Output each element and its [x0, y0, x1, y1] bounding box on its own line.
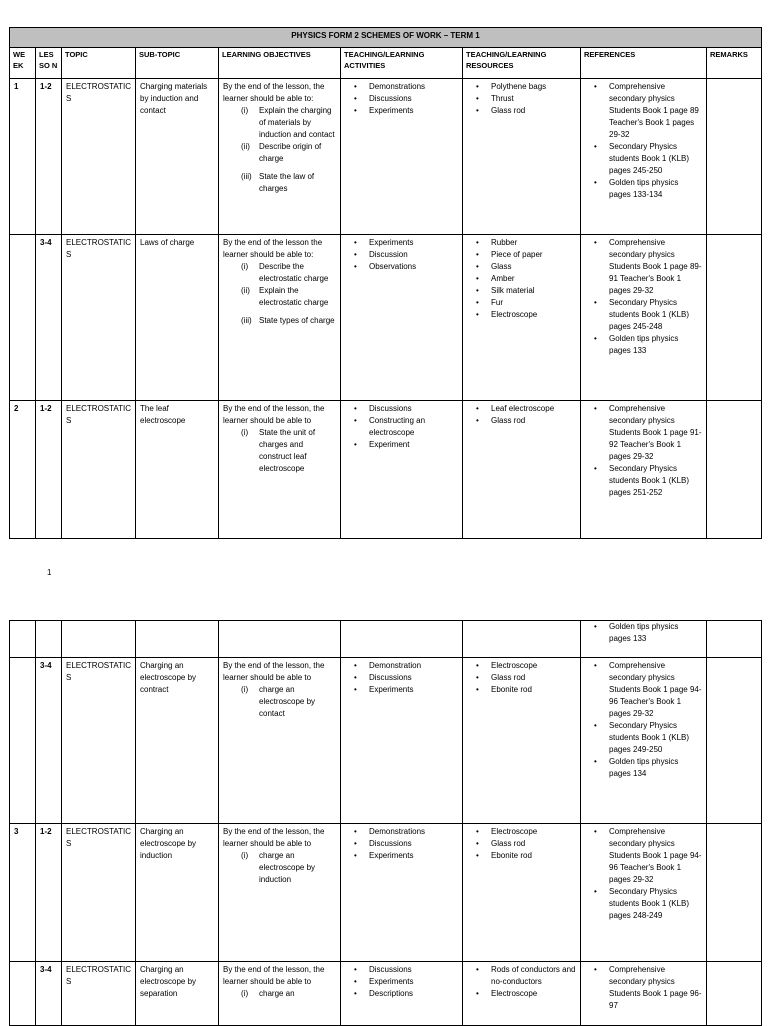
- reference-item: • Comprehensive secondary physics Students Book 1 page 89 Teacher's Book 1 pages 29-32: [585, 81, 702, 141]
- activity-list: [345, 964, 458, 1000]
- reference-item: • Golden tips physics pages 134: [585, 756, 702, 780]
- objective-item: [223, 315, 336, 327]
- objective-text: Describe origin of charge: [259, 142, 322, 163]
- objectives-intro: By the end of the lesson, the learner should be able to: [223, 827, 325, 848]
- subtopic-cell: Charging an electroscope by separation: [136, 962, 219, 1026]
- resource-item: • Fur: [467, 297, 576, 309]
- objective-text: State the law of charges: [259, 172, 315, 193]
- activity-item: • Discussions: [345, 964, 458, 976]
- week-cell: [10, 658, 36, 824]
- activity-item: • Discussion: [345, 249, 458, 261]
- remarks-cell: [707, 401, 762, 539]
- reference-list: [585, 81, 702, 201]
- table-row: [10, 824, 762, 962]
- objectives-list: [223, 684, 336, 720]
- scheme-table-page-2: [9, 620, 762, 1026]
- objectives-cell: [219, 79, 341, 235]
- continuation-row: [10, 621, 762, 658]
- objective-text: State the unit of charges and construct leaf electroscope: [259, 428, 316, 473]
- objective-text: charge an: [259, 989, 295, 998]
- objectives-list: [223, 261, 336, 327]
- topic-cell: ELECTROSTATIC S: [62, 658, 136, 824]
- reference-list: [585, 660, 702, 780]
- reference-item: • Golden tips physics pages 133: [585, 333, 702, 357]
- reference-item: • Comprehensive secondary physics Students Book 1 page 94-96 Teacher's Book 1 pages 29-32: [585, 660, 702, 720]
- objective-text: State types of charge: [259, 316, 335, 325]
- resources-cell: [463, 79, 581, 235]
- reference-list: [585, 964, 702, 1012]
- resource-item: • Silk material: [467, 285, 576, 297]
- resource-item: • Amber: [467, 273, 576, 285]
- resource-item: • Glass: [467, 261, 576, 273]
- header-week: WE EK: [10, 48, 36, 79]
- remarks-cell: [707, 658, 762, 824]
- reference-item: • Secondary Physics students Book 1 (KLB) pages 249-250: [585, 720, 702, 756]
- objective-number: (ii): [241, 142, 250, 151]
- header-subtopic: SUB-TOPIC: [136, 48, 219, 79]
- activity-item: • Demonstration: [345, 660, 458, 672]
- objectives-list: [223, 105, 336, 195]
- resource-list: [467, 81, 576, 117]
- resource-list: [467, 237, 576, 321]
- objective-number: (i): [241, 685, 249, 694]
- references-cell: [581, 962, 707, 1026]
- subtopic-cell: Charging materials by induction and contact: [136, 79, 219, 235]
- page-number: 1: [47, 568, 52, 577]
- objective-number: (i): [241, 989, 249, 998]
- resource-item: • Rods of conductors and no-conductors: [467, 964, 576, 988]
- objective-text: Explain the charging of materials by induction and contact: [259, 106, 335, 139]
- topic-cell: ELECTROSTATIC S: [62, 962, 136, 1026]
- reference-item: • Golden tips physics pages 133-134: [585, 177, 702, 201]
- objective-number: (i): [241, 262, 249, 271]
- week-cell: 3: [10, 824, 36, 962]
- reference-item: • Secondary Physics students Book 1 (KLB) pages 251-252: [585, 463, 702, 499]
- objectives-intro: By the end of the lesson, the learner should be able to: [223, 661, 325, 682]
- activity-list: [345, 81, 458, 117]
- objective-text: charge an electroscope by contact: [259, 685, 316, 718]
- objectives-cell: [219, 824, 341, 962]
- references-cell: [581, 401, 707, 539]
- resources-cell: [463, 401, 581, 539]
- remarks-cell: [707, 79, 762, 235]
- subtopic-cell: The leaf electroscope: [136, 401, 219, 539]
- subtopic-cell: Charging an electroscope by contract: [136, 658, 219, 824]
- objective-item: [223, 285, 336, 309]
- objective-item: [223, 141, 336, 165]
- resource-list: [467, 660, 576, 696]
- header-objectives: LEARNING OBJECTIVES: [219, 48, 341, 79]
- remarks-cell: [707, 824, 762, 962]
- objectives-list: [223, 850, 336, 886]
- resource-item: • Rubber: [467, 237, 576, 249]
- header-remarks: REMARKS: [707, 48, 762, 79]
- header-activities: TEACHING/LEARNING ACTIVITIES: [341, 48, 463, 79]
- scheme-table-page-1: [9, 27, 762, 539]
- table-row: [10, 235, 762, 401]
- resources-cell: [463, 235, 581, 401]
- lesson-cell: 1-2: [36, 79, 62, 235]
- objectives-list: [223, 988, 336, 1000]
- objective-item: [223, 988, 336, 1000]
- resource-item: • Electroscope: [467, 660, 576, 672]
- objectives-intro: By the end of the lesson, the learner should be able to: [223, 404, 325, 425]
- header-topic: TOPIC: [62, 48, 136, 79]
- week-cell: 2: [10, 401, 36, 539]
- reference-item: • Comprehensive secondary physics Students Book 1 page 96-97: [585, 964, 702, 1012]
- resource-list: [467, 826, 576, 862]
- activity-list: [345, 826, 458, 862]
- objective-number: (ii): [241, 286, 250, 295]
- objective-number: (i): [241, 106, 249, 115]
- resource-item: • Glass rod: [467, 105, 576, 117]
- activity-item: • Experiments: [345, 850, 458, 862]
- table-row: [10, 962, 762, 1026]
- objective-number: (i): [241, 851, 249, 860]
- lesson-cell: 3-4: [36, 235, 62, 401]
- subtopic-cell: Laws of charge: [136, 235, 219, 401]
- resource-item: • Glass rod: [467, 672, 576, 684]
- resource-item: • Glass rod: [467, 838, 576, 850]
- references-cell: [581, 79, 707, 235]
- activity-item: • Discussions: [345, 93, 458, 105]
- resource-item: • Electroscope: [467, 988, 576, 1000]
- table-row: [10, 79, 762, 235]
- objectives-cell: [219, 962, 341, 1026]
- reference-list: [585, 826, 702, 922]
- objectives-cell: [219, 658, 341, 824]
- objective-item: [223, 427, 336, 475]
- reference-item: • Secondary Physics students Book 1 (KLB) pages 248-249: [585, 886, 702, 922]
- references-cell: [581, 658, 707, 824]
- resource-item: • Electroscope: [467, 309, 576, 321]
- objectives-cell: [219, 235, 341, 401]
- resource-item: • Leaf electroscope: [467, 403, 576, 415]
- activities-cell: [341, 824, 463, 962]
- resource-item: • Ebonite rod: [467, 850, 576, 862]
- objective-item: [223, 171, 336, 195]
- document-title: PHYSICS FORM 2 SCHEMES OF WORK – TERM 1: [10, 28, 762, 48]
- activities-cell: [341, 658, 463, 824]
- remarks-cell: [707, 962, 762, 1026]
- activity-item: • Discussions: [345, 403, 458, 415]
- resource-item: • Electroscope: [467, 826, 576, 838]
- activity-item: • Experiments: [345, 237, 458, 249]
- resources-cell: [463, 962, 581, 1026]
- objective-item: [223, 850, 336, 886]
- activity-item: • Descriptions: [345, 988, 458, 1000]
- week-cell: 1: [10, 79, 36, 235]
- activities-cell: [341, 401, 463, 539]
- activity-list: [345, 237, 458, 273]
- resources-cell: [463, 824, 581, 962]
- lesson-cell: 1-2: [36, 824, 62, 962]
- reference-item: • Secondary Physics students Book 1 (KLB) pages 245-250: [585, 141, 702, 177]
- reference-item: • Secondary Physics students Book 1 (KLB) pages 245-248: [585, 297, 702, 333]
- lesson-cell: 1-2: [36, 401, 62, 539]
- activity-item: • Demonstrations: [345, 826, 458, 838]
- activity-item: • Discussions: [345, 672, 458, 684]
- objective-text: Describe the electrostatic charge: [259, 262, 329, 283]
- resource-item: • Piece of paper: [467, 249, 576, 261]
- reference-item: • Comprehensive secondary physics Students Book 1 page 91-92 Teacher's Book 1 pages 29-32: [585, 403, 702, 463]
- resource-list: [467, 403, 576, 427]
- objectives-list: [223, 427, 336, 475]
- objective-item: [223, 105, 336, 141]
- activity-item: • Demonstrations: [345, 81, 458, 93]
- activity-item: • Discussions: [345, 838, 458, 850]
- objectives-intro: By the end of the lesson, the learner should be able to:: [223, 82, 325, 103]
- activity-item: • Experiment: [345, 439, 458, 451]
- topic-cell: ELECTROSTATIC S: [62, 824, 136, 962]
- table-row: [10, 401, 762, 539]
- remarks-cell: [707, 235, 762, 401]
- objective-number: (i): [241, 428, 249, 437]
- resources-cell: [463, 658, 581, 824]
- objective-number: (iii): [241, 172, 252, 181]
- week-cell: [10, 962, 36, 1026]
- resource-item: • Glass rod: [467, 415, 576, 427]
- activity-item: • Constructing an electroscope: [345, 415, 458, 439]
- activity-list: [345, 403, 458, 451]
- lesson-cell: 3-4: [36, 962, 62, 1026]
- objective-number: (iii): [241, 316, 252, 325]
- activities-cell: [341, 962, 463, 1026]
- topic-cell: ELECTROSTATIC S: [62, 79, 136, 235]
- week-cell: [10, 235, 36, 401]
- reference-list: [585, 403, 702, 499]
- header-resources: TEACHING/LEARNING RESOURCES: [463, 48, 581, 79]
- activity-item: • Observations: [345, 261, 458, 273]
- subtopic-cell: Charging an electroscope by induction: [136, 824, 219, 962]
- resource-list: [467, 964, 576, 1000]
- continuation-reference: • Golden tips physics pages 133: [585, 621, 702, 645]
- lesson-cell: 3-4: [36, 658, 62, 824]
- resource-item: • Polythene bags: [467, 81, 576, 93]
- header-references: REFERENCES: [581, 48, 707, 79]
- topic-cell: ELECTROSTATIC S: [62, 235, 136, 401]
- reference-item: • Comprehensive secondary physics Students Book 1 page 89-91 Teacher's Book 1 pages 29-32: [585, 237, 702, 297]
- resource-item: • Thrust: [467, 93, 576, 105]
- objectives-intro: By the end of the lesson the learner should be able to:: [223, 238, 323, 259]
- resource-item: • Ebonite rod: [467, 684, 576, 696]
- references-cell: [581, 824, 707, 962]
- activity-item: • Experiments: [345, 976, 458, 988]
- activity-item: • Experiments: [345, 105, 458, 117]
- objective-item: [223, 261, 336, 285]
- table-row: [10, 658, 762, 824]
- activity-item: • Experiments: [345, 684, 458, 696]
- header-row: [10, 48, 762, 79]
- objectives-intro: By the end of the lesson, the learner should be able to: [223, 965, 325, 986]
- reference-item: • Comprehensive secondary physics Students Book 1 page 94-96 Teacher's Book 1 pages 29-32: [585, 826, 702, 886]
- objective-item: [223, 684, 336, 720]
- activity-list: [345, 660, 458, 696]
- activities-cell: [341, 235, 463, 401]
- objective-text: Explain the electrostatic charge: [259, 286, 329, 307]
- references-cell: [581, 235, 707, 401]
- objective-text: charge an electroscope by induction: [259, 851, 316, 884]
- reference-list: [585, 237, 702, 357]
- topic-cell: ELECTROSTATIC S: [62, 401, 136, 539]
- objectives-cell: [219, 401, 341, 539]
- header-lesson: LES SO N: [36, 48, 62, 79]
- activities-cell: [341, 79, 463, 235]
